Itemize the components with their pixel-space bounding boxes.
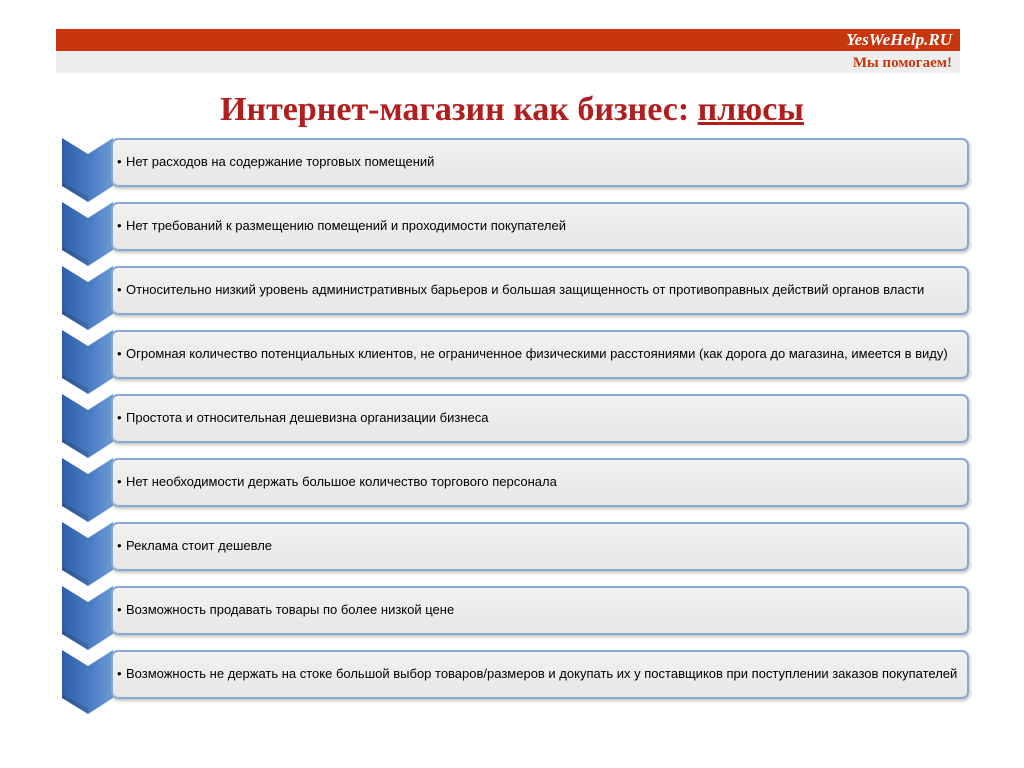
- list-item-text: Простота и относительная дешевизна организации бизнеса: [126, 410, 489, 425]
- chevron-shape: [62, 202, 113, 266]
- list-item: [60, 648, 972, 718]
- chevron-down-icon: [60, 584, 115, 654]
- chevron-shape: [62, 458, 113, 522]
- chevron-down-icon: [60, 328, 115, 398]
- list-item: [60, 520, 972, 590]
- list-item-text: Нет расходов на содержание торговых помещений: [126, 154, 435, 169]
- list-item-box: [111, 138, 969, 187]
- chevron-down-icon: [60, 520, 115, 590]
- list-item-box: [111, 266, 969, 315]
- chevron-shape: [62, 394, 113, 458]
- list-item-text: Возможность продавать товары по более низкой цене: [126, 602, 455, 617]
- bullet: •: [117, 218, 122, 233]
- advantages-list: [60, 136, 972, 736]
- page-title: [0, 86, 1024, 134]
- list-item: [60, 584, 972, 654]
- brand-name: YesWeHelp.RU: [846, 30, 952, 49]
- list-item: [60, 392, 972, 462]
- chevron-down-icon: [60, 200, 115, 270]
- list-item: [60, 136, 972, 206]
- chevron-down-icon: [60, 392, 115, 462]
- list-item: [60, 328, 972, 398]
- header-slogan-bar: [56, 51, 960, 73]
- chevron-shape: [62, 522, 113, 586]
- list-item: [60, 456, 972, 526]
- bullet: •: [117, 282, 122, 297]
- list-item-box: [111, 330, 969, 379]
- list-item-box: [111, 394, 969, 443]
- chevron-shape: [62, 266, 113, 330]
- list-item-box: [111, 522, 969, 571]
- chevron-down-icon: [60, 264, 115, 334]
- chevron-down-icon: [60, 136, 115, 206]
- chevron-down-icon: [60, 456, 115, 526]
- title-main: Интернет-магазин как бизнес:: [220, 91, 698, 128]
- list-item-text: Нет требований к размещению помещений и проходимости покупателей: [126, 218, 566, 233]
- bullet: •: [117, 474, 122, 489]
- list-item-box: [111, 458, 969, 507]
- list-item-box: [111, 202, 969, 251]
- list-item-text: Возможность не держать на стоке большой выбор товаров/размеров и докупать их у поставщиков при поступлении заказов покупателей: [126, 666, 958, 681]
- slogan: Мы помогаем!: [852, 55, 952, 71]
- list-item: [60, 264, 972, 334]
- chevron-shape: [62, 650, 113, 714]
- bullet: •: [117, 602, 122, 617]
- bullet: •: [117, 346, 122, 361]
- title-underlined: плюсы: [697, 91, 804, 128]
- bullet: •: [117, 538, 122, 553]
- list-item-text: Реклама стоит дешевле: [126, 538, 273, 553]
- chevron-shape: [62, 586, 113, 650]
- list-item-text: Относительно низкий уровень административных барьеров и большая защищенность от противоправных действий органов власти: [126, 282, 925, 297]
- bullet: •: [117, 410, 122, 425]
- list-item-text: Нет необходимости держать большое количество торгового персонала: [126, 474, 557, 489]
- header-brand-bar: [56, 29, 960, 51]
- list-item-text: Огромная количество потенциальных клиентов, не ограниченное физическими расстояниями (как дорога до магазина, имеется в виду): [126, 346, 948, 361]
- bullet: •: [117, 666, 122, 681]
- list-item-box: [111, 586, 969, 635]
- chevron-shape: [62, 330, 113, 394]
- chevron-down-icon: [60, 648, 115, 718]
- list-item-box: [111, 650, 969, 699]
- chevron-shape: [62, 138, 113, 202]
- bullet: •: [117, 154, 122, 169]
- list-item: [60, 200, 972, 270]
